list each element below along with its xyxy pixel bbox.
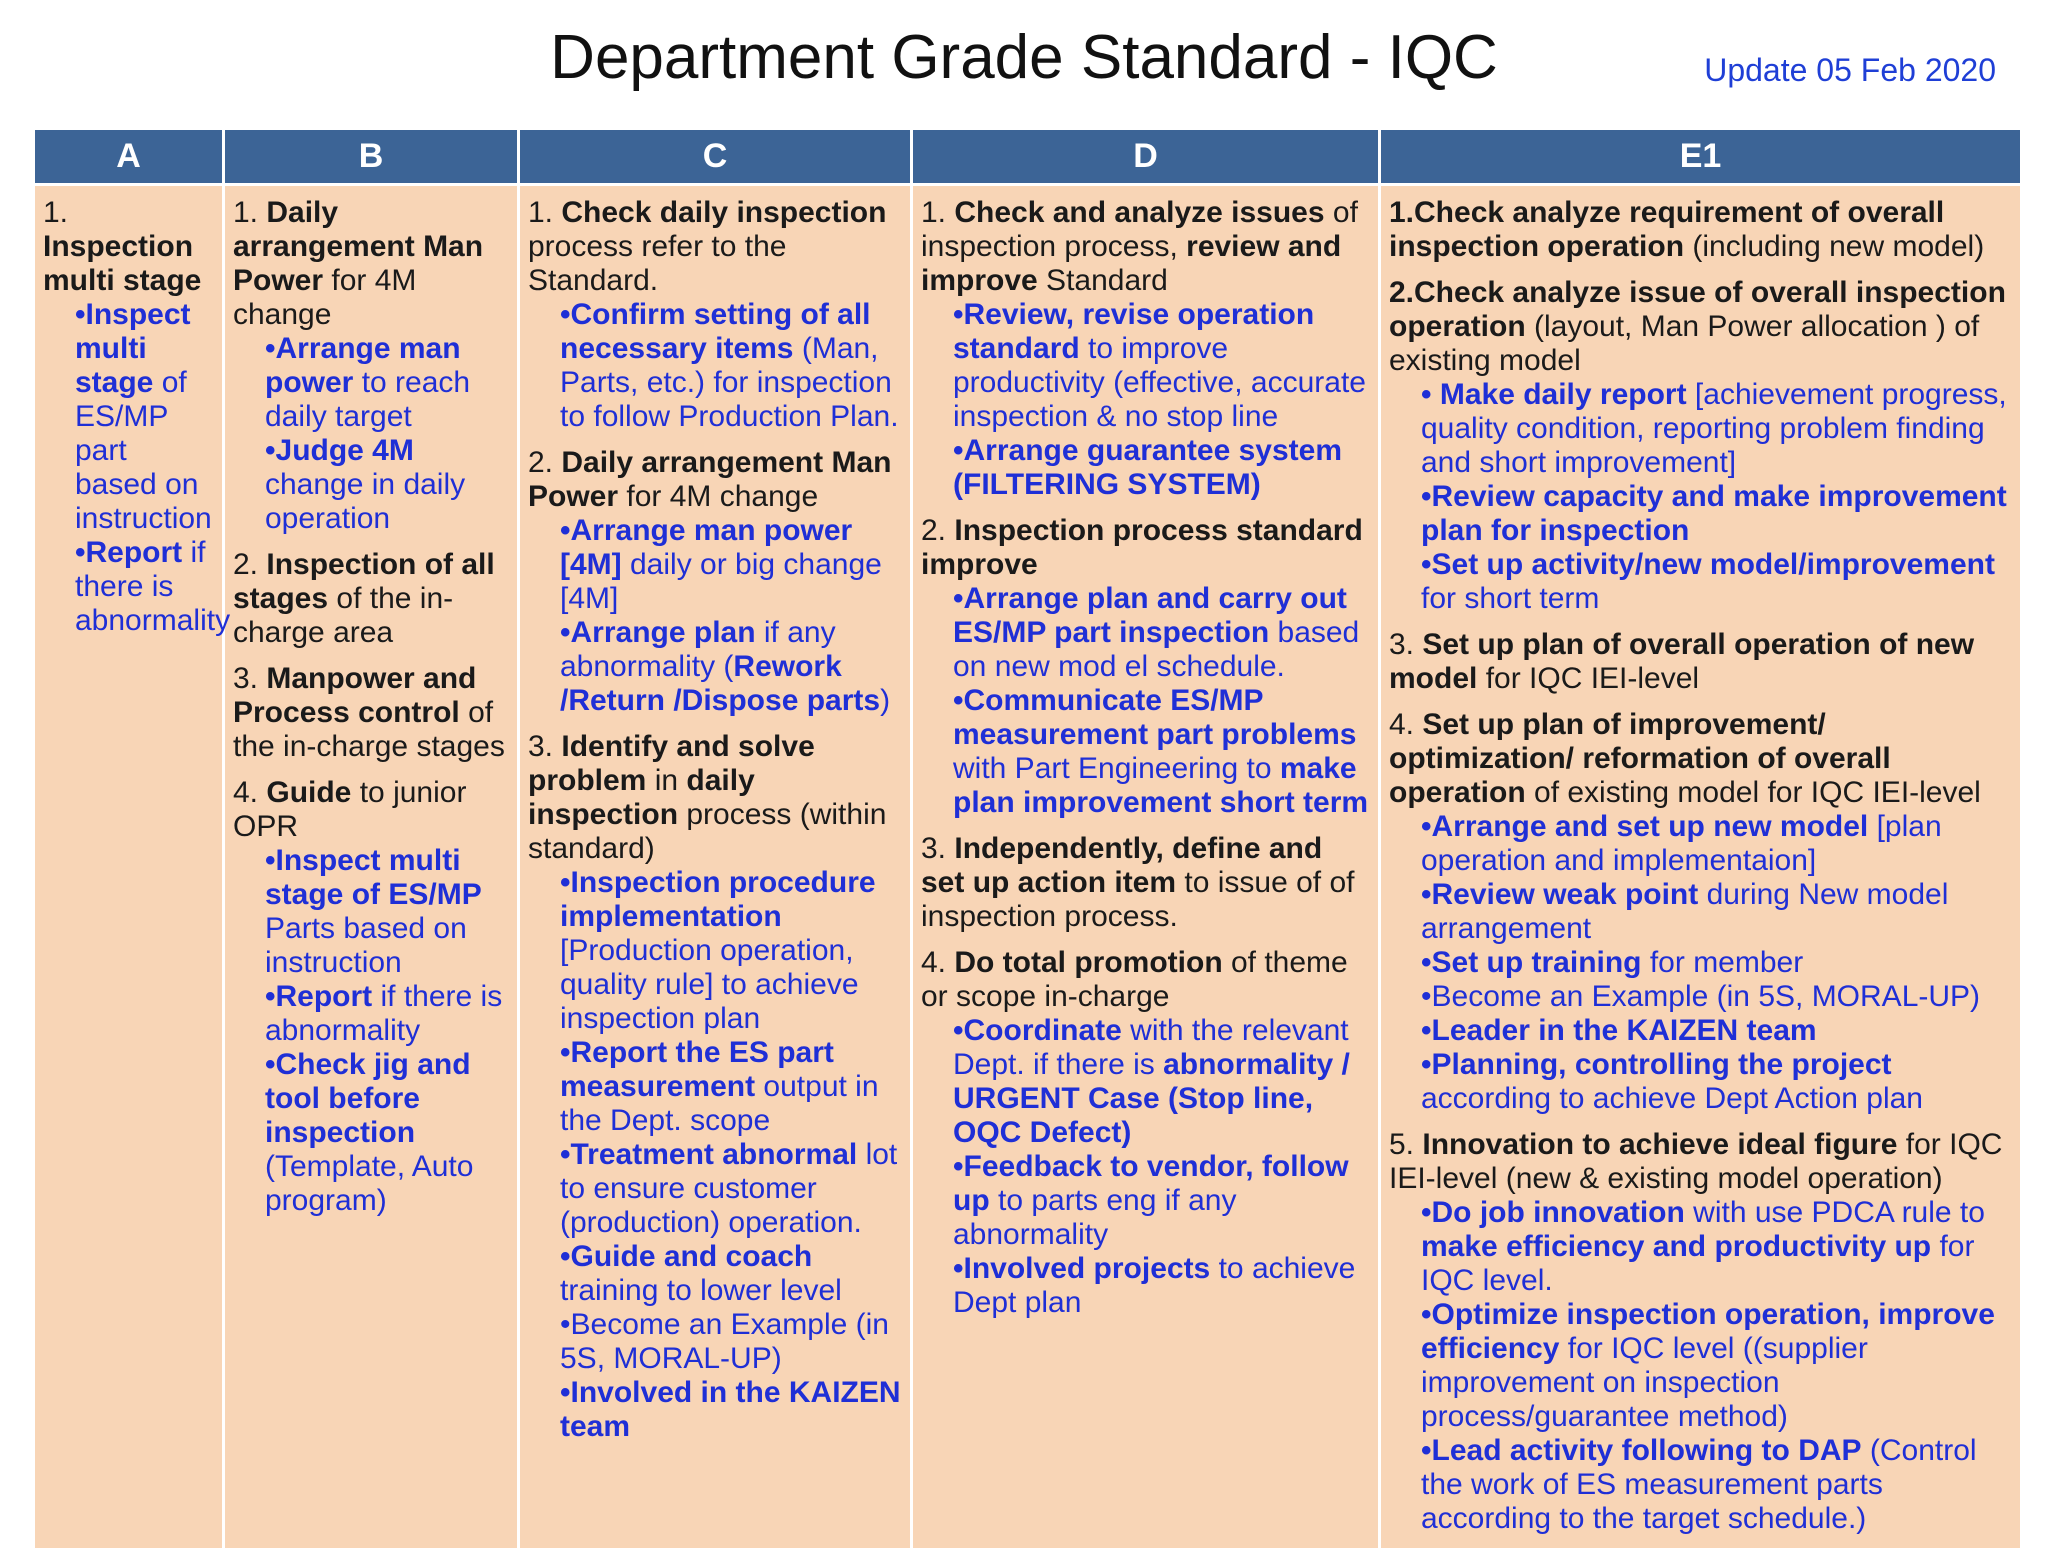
- text-run: with use PDCA rule to: [1684, 1196, 1985, 1229]
- bold-text: •Arrange plan and carry out ES/MP part inspection: [953, 582, 1347, 649]
- text-run: change in daily operation: [265, 468, 466, 535]
- grade-subitem: [43, 536, 231, 638]
- bold-text: •Leader in the KAIZEN team: [1421, 1014, 1817, 1047]
- bold-text: •Treatment abnormal: [560, 1138, 858, 1171]
- text-run: •Become an Example (in 5S, MORAL-UP): [560, 1308, 889, 1375]
- text-run: to improve productivity (effective, accurate inspection & no stop line: [953, 332, 1366, 433]
- text-run: output in the Dept. scope: [560, 1070, 879, 1137]
- text-run: for IQC IEI-level (new & existing model operation): [1389, 1128, 2003, 1195]
- bold-text: make plan improvement short term: [953, 752, 1369, 819]
- grade-header-d: D: [912, 129, 1380, 185]
- bold-text: •Involved in the KAIZEN team: [560, 1376, 901, 1443]
- bold-text: 2.Check analyze issue of overall inspection operation: [1389, 276, 2006, 343]
- grade-item: [233, 662, 511, 764]
- bold-text: •Inspect multi stage: [75, 298, 191, 399]
- bold-text: Inspection process standard improve: [921, 514, 1363, 581]
- grade-subitem: [43, 298, 216, 536]
- page-title: Department Grade Standard - IQC: [550, 23, 1498, 92]
- grade-item: [921, 514, 1372, 820]
- text-run: Parts based on instruction: [265, 912, 467, 979]
- grade-item-heading: [1389, 1128, 2014, 1196]
- text-run: 1.: [43, 196, 69, 229]
- grade-subitem: [1389, 548, 2014, 616]
- grade-subitem: [1389, 1298, 2014, 1434]
- grade-subitem: [528, 1240, 904, 1308]
- grade-header-e1: E1: [1380, 129, 2022, 185]
- grade-subitem: [921, 1252, 1372, 1320]
- grade-item-heading: [1389, 628, 2014, 696]
- bold-text: •Arrange and set up new model: [1421, 810, 1869, 843]
- text-run: to junior OPR: [233, 776, 467, 843]
- text-run: 4.: [921, 946, 955, 979]
- text-run: for 4M change: [233, 264, 417, 331]
- bold-text: •Check jig and tool before inspection: [265, 1048, 471, 1149]
- grade-item-heading: [921, 196, 1372, 298]
- text-run: process (within standard): [528, 798, 887, 865]
- grade-subitem: [1389, 1048, 2014, 1116]
- grade-subitem: [528, 298, 904, 434]
- update-date: Update 05 Feb 2020: [1704, 52, 1996, 88]
- grade-item: [43, 196, 231, 638]
- bold-text: •Arrange guarantee system (FILTERING SYSTEM): [953, 434, 1342, 501]
- grade-item: [1389, 1128, 2014, 1536]
- grade-item-heading: [233, 776, 511, 844]
- text-run: to issue of of inspection process.: [921, 866, 1355, 933]
- grade-subitem: [528, 1138, 904, 1240]
- text-run: for 4M change: [618, 480, 819, 513]
- grade-item-heading: [233, 196, 511, 332]
- grade-subitem: [921, 582, 1372, 684]
- bold-text: •Report: [75, 536, 183, 569]
- grade-subitem: [528, 866, 904, 1036]
- grade-subitem: [1389, 878, 2014, 946]
- grade-subitem: [1389, 946, 2014, 980]
- text-run: [plan operation and implementaion]: [1421, 810, 1942, 877]
- bold-text: review and improve: [921, 230, 1342, 297]
- text-run: with Part Engineering to: [953, 752, 1280, 785]
- bold-text: make efficiency and productivity up: [1421, 1230, 1932, 1263]
- grade-item: [233, 776, 511, 1218]
- grade-item: [1389, 196, 2014, 264]
- bold-text: •Arrange man power [4M]: [560, 514, 853, 581]
- grade-item: [921, 196, 1372, 502]
- grade-item: [1389, 628, 2014, 696]
- grade-cell-d: [912, 185, 1380, 1550]
- text-run: process refer to the Standard.: [528, 230, 787, 297]
- text-run: (including new model): [1684, 230, 1985, 263]
- bold-text: abnormality / URGENT Case (Stop line, OQC Defect): [953, 1048, 1350, 1149]
- bold-text: Daily arrangement Man Power: [528, 446, 892, 513]
- grade-subitem: [1389, 980, 2014, 1014]
- text-run: ): [880, 684, 891, 717]
- grade-subitem: [528, 1036, 904, 1138]
- text-run: training to lower level: [560, 1274, 842, 1307]
- bold-text: •Feedback to vendor, follow up: [953, 1150, 1349, 1217]
- text-run: lot to ensure customer (production) operation.: [560, 1138, 898, 1239]
- text-run: [achievement progress, quality condition, reporting problem finding and short improvement]: [1421, 378, 2007, 479]
- bold-text: •Arrange man power: [265, 332, 461, 399]
- text-run: 3.: [233, 662, 267, 695]
- bold-text: daily inspection: [528, 764, 755, 831]
- grade-item: [528, 730, 904, 1444]
- text-run: 3.: [1389, 628, 1423, 661]
- bold-text: •Arrange plan: [560, 616, 756, 649]
- grade-subitem: [921, 1150, 1372, 1252]
- grade-subitem: [233, 434, 511, 536]
- grade-item-heading: [528, 446, 904, 514]
- bold-text: Identify and solve problem: [528, 730, 815, 797]
- bold-text: •Guide and coach: [560, 1240, 813, 1273]
- text-run: to reach daily target: [265, 366, 471, 433]
- text-run: 4.: [233, 776, 267, 809]
- bold-text: •Communicate ES/MP measurement part problems: [953, 684, 1357, 751]
- text-run: 1.: [233, 196, 267, 229]
- grade-cell-c: [519, 185, 912, 1550]
- grade-item-heading: [43, 196, 216, 298]
- grade-item: [1389, 708, 2014, 1116]
- grade-item-heading: [1389, 708, 2014, 810]
- bold-text: Innovation to achieve ideal figure: [1422, 1128, 1898, 1161]
- grade-subitem: [233, 844, 511, 980]
- bold-text: Check and analyze issues: [954, 196, 1325, 229]
- grade-content-row: [34, 185, 2022, 1550]
- text-run: 1.: [921, 196, 955, 229]
- grade-item-heading: [233, 548, 511, 650]
- grade-subitem: [1389, 1434, 2014, 1536]
- bold-text: •Planning, controlling the project: [1421, 1048, 1892, 1081]
- bold-text: •Set up activity/new model/improvement: [1421, 548, 1995, 581]
- bold-text: • Make daily report: [1421, 378, 1687, 411]
- text-run: of existing model for IQC IEI-level: [1525, 776, 1981, 809]
- text-run: (layout, Man Power allocation ) of existing model: [1389, 310, 1980, 377]
- text-run: of ES/MP part based on instruction: [75, 366, 212, 535]
- text-run: of the in-charge area: [233, 582, 454, 649]
- bold-text: •Inspection procedure implementation: [560, 866, 876, 933]
- grade-cell-e1: [1380, 185, 2022, 1550]
- text-run: 2.: [233, 548, 267, 581]
- bold-text: Set up plan of overall operation of new model: [1389, 628, 1975, 695]
- grade-subitem: [921, 684, 1372, 820]
- text-run: 3.: [528, 730, 562, 763]
- text-run: of theme or scope in-charge: [921, 946, 1348, 1013]
- text-run: 4.: [1389, 708, 1423, 741]
- grade-item-heading: [921, 514, 1372, 582]
- grade-item: [921, 832, 1372, 934]
- grade-header-c: C: [519, 129, 912, 185]
- bold-text: •Inspect multi stage of ES/MP: [265, 844, 482, 911]
- grade-standard-table: [32, 127, 2023, 1551]
- bold-text: Guide: [266, 776, 352, 809]
- text-run: if any abnormality (: [560, 616, 836, 683]
- bold-text: Do total promotion: [954, 946, 1223, 979]
- text-run: Standard: [1037, 264, 1168, 297]
- text-run: daily or big change [4M]: [560, 548, 882, 615]
- grade-item-heading: [528, 196, 904, 298]
- grade-item: [528, 446, 904, 718]
- text-run: •Become an Example (in 5S, MORAL-UP): [1421, 980, 1981, 1013]
- grade-item-heading: [921, 832, 1372, 934]
- grade-subitem: [233, 1048, 511, 1218]
- text-run: in: [646, 764, 687, 797]
- text-run: of the in-charge stages: [233, 696, 505, 763]
- bold-text: •Optimize inspection operation, improve efficiency: [1421, 1298, 1995, 1365]
- bold-text: Check daily inspection: [561, 196, 887, 229]
- bold-text: Set up plan of improvement/ optimization/ reformation of overall operation: [1389, 708, 1891, 809]
- text-run: for IQC level.: [1421, 1230, 1975, 1297]
- bold-text: •Review capacity and make improvement plan for inspection: [1421, 480, 2007, 547]
- grade-item: [1389, 276, 2014, 616]
- grade-item-heading: [233, 662, 511, 764]
- grade-subitem: [921, 298, 1372, 434]
- bold-text: •Report: [265, 980, 373, 1013]
- bold-text: •Lead activity following to DAP: [1421, 1434, 1862, 1467]
- bold-text: 1.Check analyze requirement of overall inspection operation: [1389, 196, 1945, 263]
- grade-subitem: [1389, 1014, 2014, 1048]
- grade-header-a: A: [34, 129, 224, 185]
- grade-subitem: [1389, 378, 2014, 480]
- grade-subitem: [1389, 480, 2014, 548]
- text-run: for IQC level ((supplier improvement on inspection process/guarantee method): [1421, 1332, 1868, 1433]
- grade-subitem: [921, 1014, 1372, 1150]
- bold-text: Inspection of all stages: [233, 548, 495, 615]
- text-run: for member: [1641, 946, 1804, 979]
- bold-text: •Review weak point: [1421, 878, 1699, 911]
- grade-subitem: [921, 434, 1372, 502]
- grade-subitem: [1389, 1196, 2014, 1298]
- text-run: according to achieve Dept Action plan: [1421, 1082, 1923, 1115]
- grade-item: [233, 548, 511, 650]
- bold-text: •Involved projects: [953, 1252, 1211, 1285]
- grade-item-heading: [921, 946, 1372, 1014]
- bold-text: Daily arrangement Man Power: [233, 196, 484, 297]
- grade-subitem: [233, 332, 511, 434]
- text-run: 3.: [921, 832, 955, 865]
- text-run: if there is abnormality: [75, 536, 231, 637]
- grade-header-row: [34, 129, 2022, 185]
- grade-subitem: [528, 1376, 904, 1444]
- grade-cell-a: [34, 185, 231, 1550]
- text-run: 1.: [528, 196, 562, 229]
- grade-item-heading: [528, 730, 904, 866]
- text-run: to parts eng if any abnormality: [953, 1184, 1237, 1251]
- bold-text: •Confirm setting of all necessary items: [560, 298, 871, 365]
- bold-text: Manpower and Process control: [233, 662, 477, 729]
- grade-subitem: [233, 980, 511, 1048]
- text-run: during New model arrangement: [1421, 878, 1949, 945]
- bold-text: •Set up training: [1421, 946, 1642, 979]
- bold-text: •Do job innovation: [1421, 1196, 1685, 1229]
- text-run: for IQC IEI-level: [1477, 662, 1700, 695]
- text-run: 2.: [528, 446, 562, 479]
- grade-subitem: [528, 616, 904, 718]
- text-run: 2.: [921, 514, 955, 547]
- grade-subitem: [528, 514, 904, 616]
- bold-text: •Review, revise operation standard: [953, 298, 1315, 365]
- grade-item: [528, 196, 904, 434]
- grade-item: [233, 196, 511, 536]
- bold-text: Rework /Return /Dispose parts: [560, 650, 881, 717]
- text-run: with the relevant Dept. if there is: [953, 1014, 1349, 1081]
- text-run: to achieve Dept plan: [953, 1252, 1356, 1319]
- text-run: based on new mod el schedule.: [953, 616, 1360, 683]
- bold-text: •Judge 4M: [265, 434, 414, 467]
- grade-subitem: [528, 1308, 904, 1376]
- text-run: if there is abnormality: [265, 980, 503, 1047]
- text-run: for short term: [1421, 582, 1600, 615]
- grade-item-heading: [1389, 196, 2014, 264]
- text-run: (Control the work of ES measurement parts according to the target schedule.): [1421, 1434, 1977, 1535]
- text-run: [Production operation, quality rule] to achieve inspection plan: [560, 934, 859, 1035]
- bold-text: Inspection multi stage: [43, 230, 202, 297]
- text-run: 5.: [1389, 1128, 1423, 1161]
- grade-item-heading: [1389, 276, 2014, 378]
- grade-header-b: B: [224, 129, 519, 185]
- grade-item: [921, 946, 1372, 1320]
- bold-text: •Coordinate: [953, 1014, 1122, 1047]
- grade-subitem: [1389, 810, 2014, 878]
- bold-text: Independently, define and set up action item: [921, 832, 1323, 899]
- grade-cell-b: [224, 185, 519, 1550]
- text-run: (Man, Parts, etc.) for inspection to follow Production Plan.: [560, 332, 899, 433]
- bold-text: •Report the ES part measurement: [560, 1036, 834, 1103]
- text-run: (Template, Auto program): [265, 1150, 474, 1217]
- text-run: of inspection process,: [921, 196, 1358, 263]
